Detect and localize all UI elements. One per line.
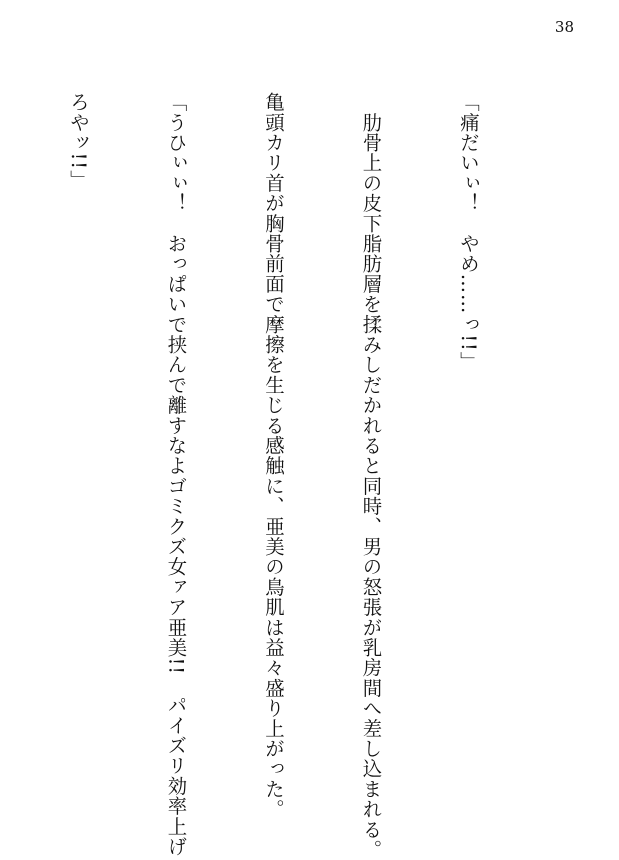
page-number: 38: [554, 18, 574, 36]
text-line: 肋骨上の皮下脂肪層を揉みしだかれると同時、男の怒張が乳房間へ差し込まれる。: [359, 92, 383, 860]
text-line: 「うひぃぃ！ おっぱいで挟んで離すなよゴミクズ女ァア亜美!! パイズリ効率上げ: [164, 92, 188, 857]
text-line: 亀頭カリ首が胸骨前面で摩擦を生じる感触に、亜美の鳥肌は益々盛り上がった。: [262, 92, 285, 820]
text-line: ろやッ!!」: [67, 92, 90, 190]
vertical-text-body: [0, 92, 549, 860]
text-line: 「痛だいぃ！ やめ……っ!!」: [457, 92, 480, 372]
